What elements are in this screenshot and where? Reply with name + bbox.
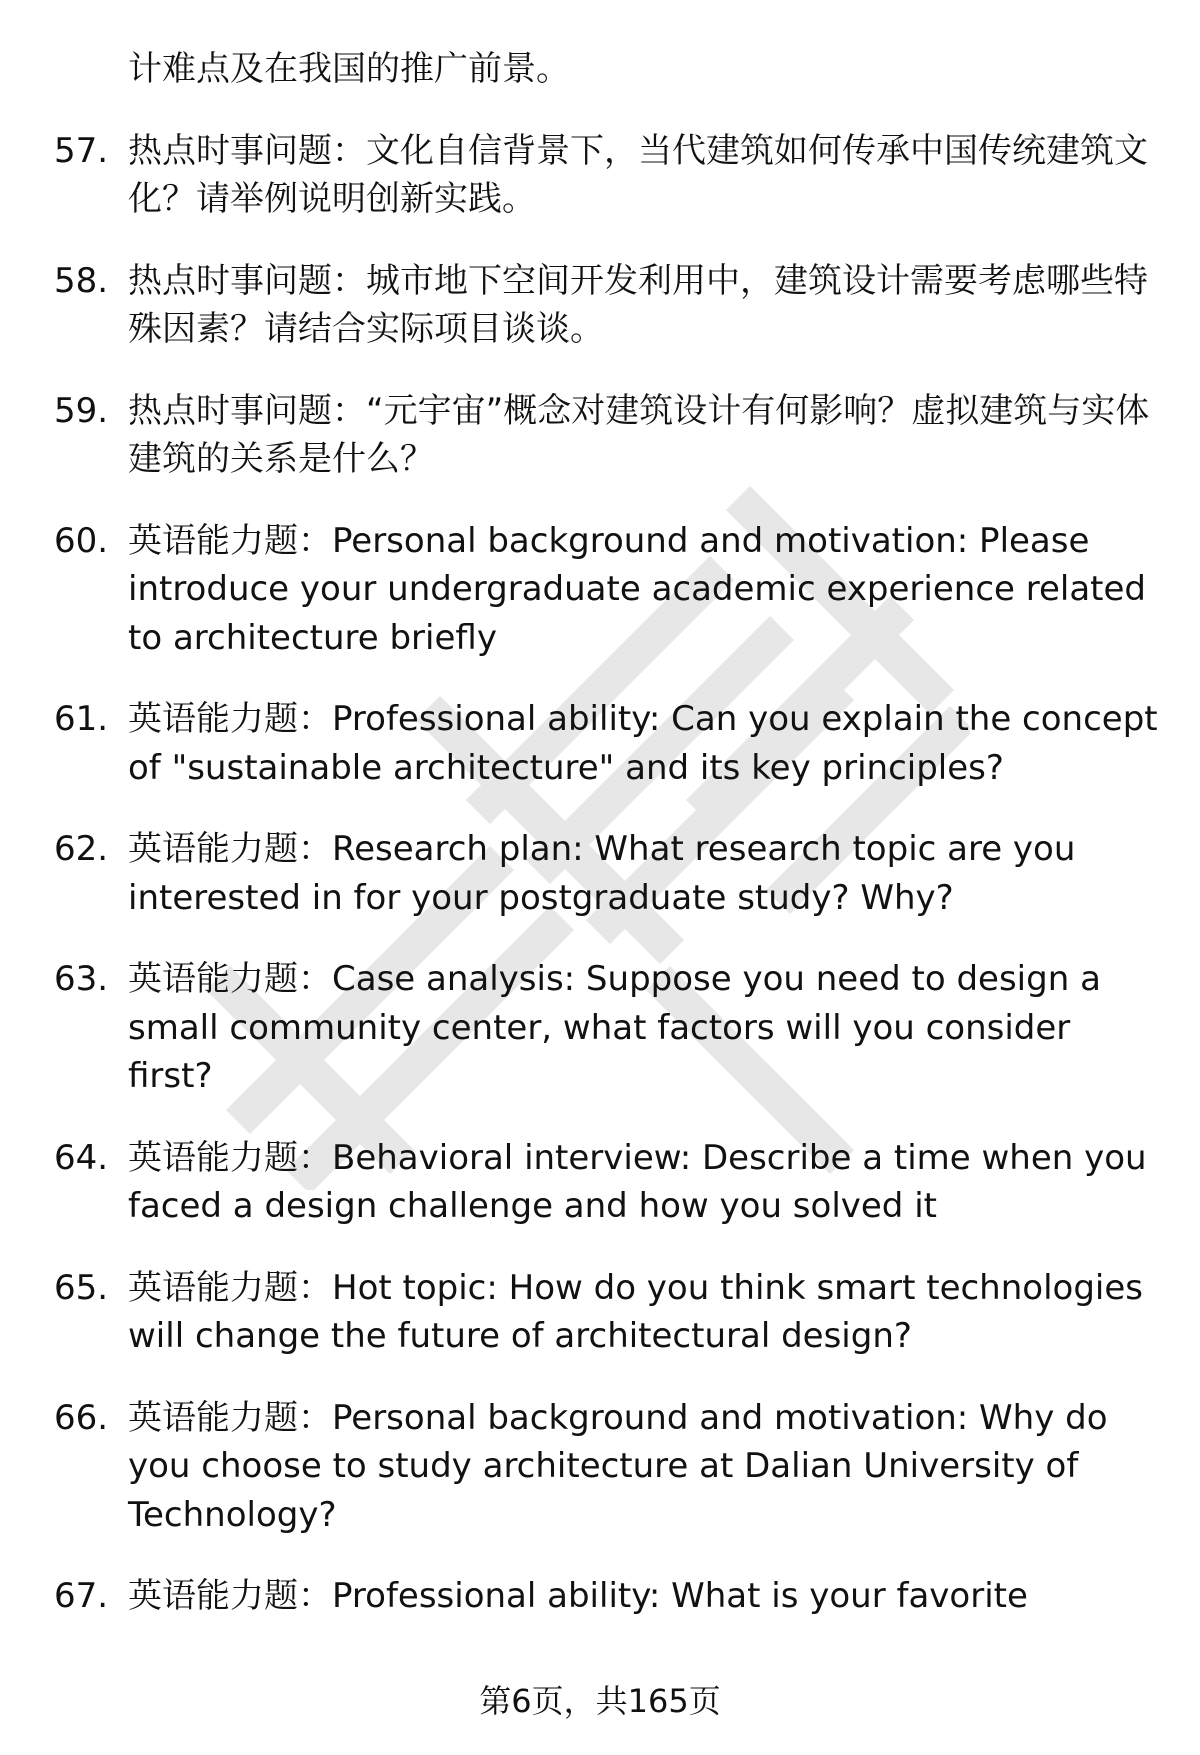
- question-text: 英语能力题：Personal background and motivation: Please introduce your undergraduate academic experience related to architecture briefly: [128, 520, 1147, 658]
- question-number: 64.: [54, 1137, 109, 1178]
- question-item: [0, 825, 1200, 922]
- page-number-label: 第6页，共165页: [479, 1682, 721, 1720]
- question-item: [0, 127, 1200, 224]
- question-number: 57.: [54, 130, 109, 171]
- question-number: 62.: [54, 829, 109, 869]
- question-item: [0, 257, 1200, 354]
- question-text: 英语能力题：Professional ability: What is your favorite: [128, 1576, 1028, 1616]
- question-text: 热点时事问题：文化自信背景下，当代建筑如何传承中国传统建筑文化？请举例说明创新实践。: [128, 130, 1148, 219]
- question-number: 66.: [54, 1397, 109, 1438]
- question-number: 59.: [54, 390, 109, 431]
- question-list: [0, 45, 1200, 1654]
- question-item: [0, 1134, 1200, 1231]
- question-number: 67.: [54, 1576, 109, 1616]
- question-text: 英语能力题：Case analysis: Suppose you need to design a small community center, what factors will you consider first?: [128, 959, 1101, 1096]
- question-text: 热点时事问题：城市地下空间开发利用中，建筑设计需要考虑哪些特殊因素？请结合实际项目谈谈。: [128, 260, 1148, 349]
- question-text: 英语能力题：Hot topic: How do you think smart technologies will change the future of architectural design?: [128, 1267, 1143, 1356]
- question-item: [0, 517, 1200, 663]
- question-text: 英语能力题：Personal background and motivation: Why do you choose to study architecture at Dalian University of Technology?: [128, 1397, 1108, 1535]
- question-item: [0, 955, 1200, 1101]
- question-number: 61.: [54, 699, 109, 739]
- question-item: [0, 1264, 1200, 1361]
- question-number: 63.: [54, 959, 109, 999]
- question-text: 英语能力题：Behavioral interview: Describe a time when you faced a design challenge and how you solved it: [128, 1137, 1147, 1226]
- question-item: [0, 1572, 1200, 1621]
- question-number: 60.: [54, 520, 109, 561]
- continuation-text-content: 计难点及在我国的推广前景。: [128, 49, 570, 89]
- question-number: 65.: [54, 1267, 109, 1308]
- continuation-text: [0, 45, 1200, 94]
- question-text: 英语能力题：Research plan: What research topic are you interested in for your postgraduate study? Why?: [128, 829, 1076, 918]
- question-item: [0, 695, 1200, 792]
- question-item: [0, 387, 1200, 484]
- question-text: 英语能力题：Professional ability: Can you explain the concept of "sustainable architecture" and its key principles?: [128, 699, 1158, 788]
- page-footer: [0, 1676, 1200, 1722]
- question-item: [0, 1394, 1200, 1540]
- question-text: 热点时事问题：“元宇宙”概念对建筑设计有何影响？虚拟建筑与实体建筑的关系是什么？: [128, 390, 1150, 479]
- question-number: 58.: [54, 260, 109, 301]
